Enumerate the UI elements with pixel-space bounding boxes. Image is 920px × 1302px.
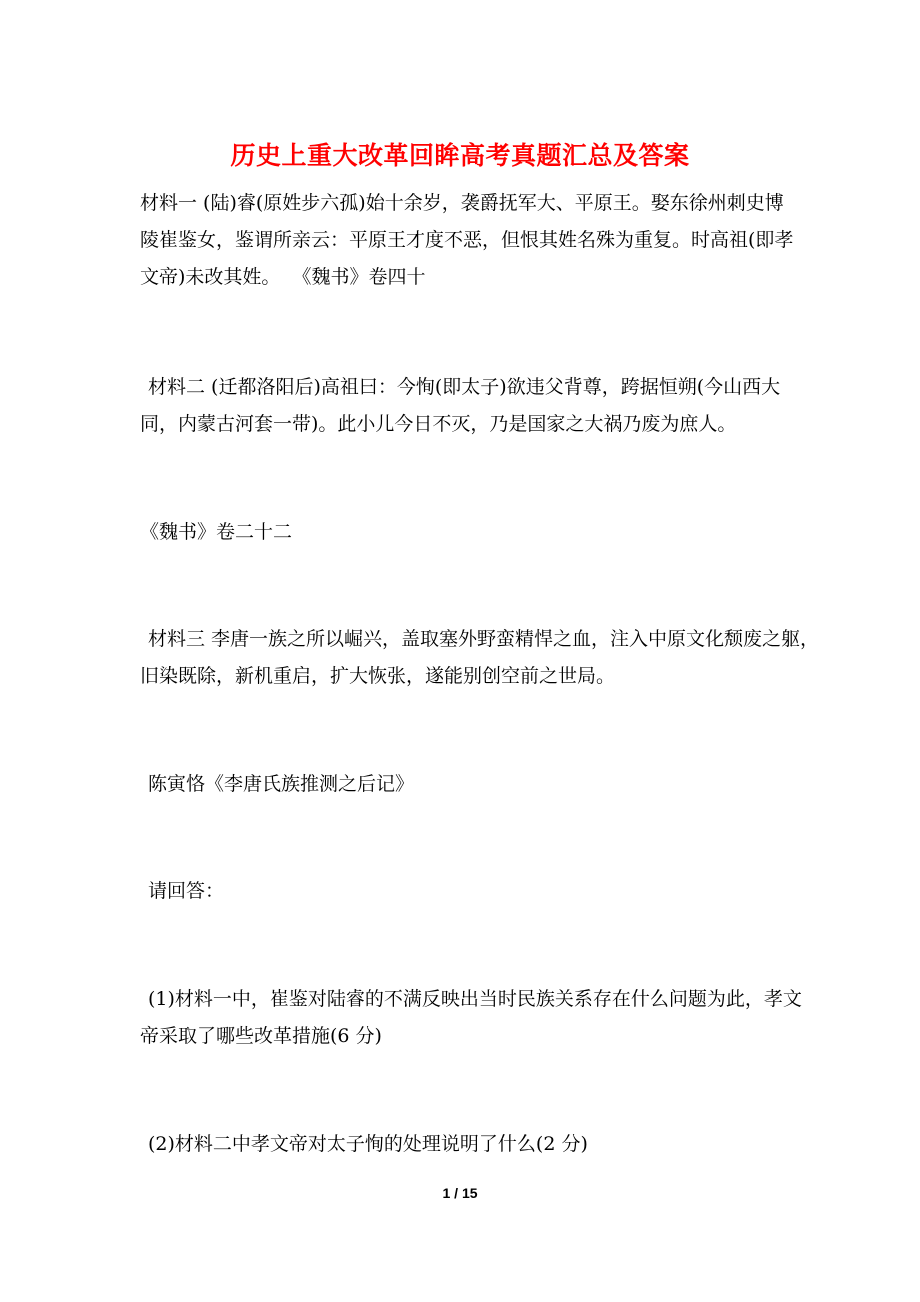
document-title: 历史上重大改革回眸高考真题汇总及答案 bbox=[230, 141, 690, 170]
answer-prompt: 请回答： bbox=[148, 880, 225, 902]
question-one-line-1: (1)材料一中，崔鉴对陆睿的不满反映出当时民族关系存在什么问题为此，孝文 bbox=[148, 988, 802, 1010]
material-three-line-2: 旧染既除，新机重启，扩大恢张，遂能别创空前之世局。 bbox=[140, 665, 616, 687]
page-number: 1 / 15 bbox=[442, 1185, 478, 1201]
material-two-line-1: 材料二 (迁都洛阳后)高祖曰：今恂(即太子)欲违父背尊，跨据恒朔(今山西大 bbox=[148, 376, 781, 398]
material-two-source: 《魏书》卷二十二 bbox=[140, 521, 293, 543]
question-two: (2)材料二中孝文帝对太子恂的处理说明了什么(2 分) bbox=[148, 1133, 588, 1155]
question-one-line-2: 帝采取了哪些改革措施(6 分) bbox=[140, 1025, 382, 1047]
material-one-line-2: 陵崔鉴女，鉴谓所亲云：平原王才度不恶，但恨其姓名殊为重复。时高祖(即孝 bbox=[140, 229, 794, 251]
material-one-line-3: 文帝)未改其姓。 《魏书》卷四十 bbox=[140, 266, 426, 288]
material-three-line-1: 材料三 李唐一族之所以崛兴，盖取塞外野蛮精悍之血，注入中原文化颓废之躯， bbox=[148, 628, 820, 650]
material-two-line-2: 同，内蒙古河套一带)。此小儿今日不灭，乃是国家之大祸乃废为庶人。 bbox=[140, 413, 737, 435]
material-three-source: 陈寅恪《李唐氏族推测之后记》 bbox=[148, 773, 415, 795]
material-one-line-1: 材料一 (陆)睿(原姓步六孤)始十余岁，袭爵抚军大、平原王。娶东徐州刺史博 bbox=[140, 192, 784, 214]
